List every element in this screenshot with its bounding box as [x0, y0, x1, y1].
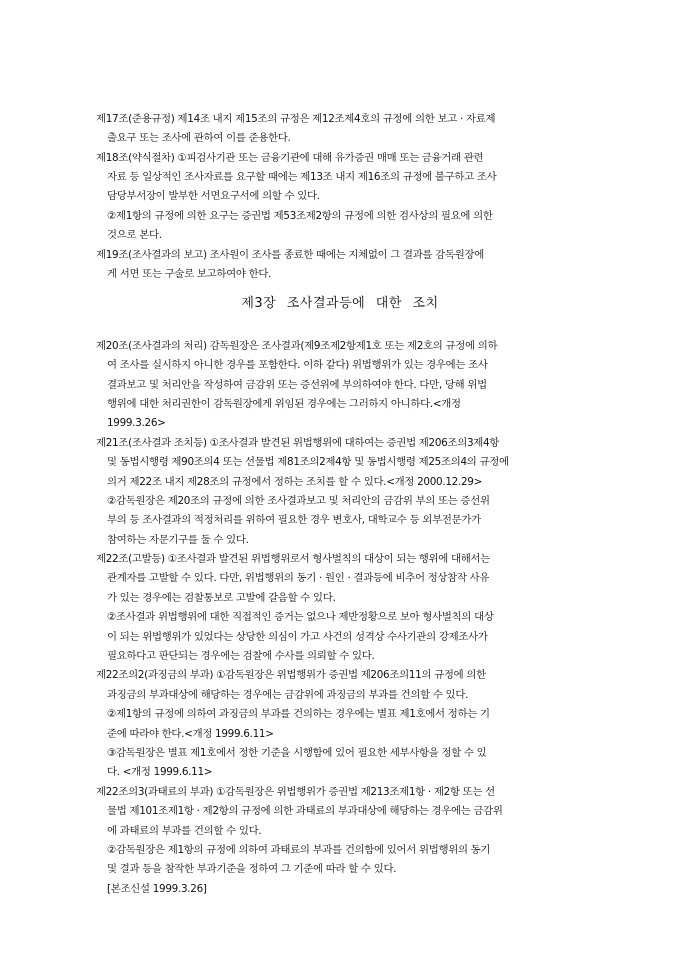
- article-18-line-1: 제18조(약식절차) ①피검사기관 또는 금융기관에 대해 유가증권 매매 또는 금융거래 관련: [96, 152, 484, 164]
- article-22-line-5: 이 되는 위법행위가 있었다는 상당한 의심이 가고 사건의 성격상 수사기관의 강제조사가: [107, 631, 488, 643]
- article-19-line-1: 제19조(조사결과의 보고) 조사원이 조사를 종료한 때에는 지체없이 그 결과를 감독원장에: [96, 249, 484, 261]
- article-21-line-2: 및 동법시행령 제90조의4 또는 선물법 제81조의2제4항 및 동법시행령 제25조의4의 규정에: [107, 456, 509, 468]
- chapter-heading: 제3장 조사결과등에 대한 조치: [241, 296, 439, 311]
- article-22-line-4: ②조사결과 위법행위에 대한 직접적인 증거는 없으나 제반정황으로 보아 형사벌칙의 대상: [107, 611, 494, 623]
- article-22-line-1: 제22조(고발등) ①조사결과 발견된 위법행위로서 형사벌칙의 대상이 되는 행위에 대해서는: [96, 553, 490, 565]
- article-22-2-line-4: 준에 따라야 한다.<개정 1999.6.11>: [107, 728, 274, 740]
- article-20-line-4: 행위에 대한 처리권한이 감독원장에게 위임된 경우에는 그러하지 아니하다.<개정: [107, 398, 461, 410]
- article-21-line-5: 부의 등 조사결과의 적정처리를 위하여 필요한 경우 변호사, 대학교수 등 외부전문가가: [107, 514, 481, 526]
- article-21-line-6: 참여하는 자문기구를 둘 수 있다.: [107, 534, 249, 546]
- article-22-line-2: 관계자를 고발할 수 있다. 다만, 위법행위의 동기 · 원인 · 결과등에 비추어 정상참작 사유: [107, 572, 490, 584]
- article-22-3-line-1: 제22조의3(과태료의 부과) ①감독원장은 위법행위가 증권법 제213조제1항 · 제2항 또는 선: [96, 786, 495, 798]
- article-22-2-line-2: 과징금의 부과대상에 해당하는 경우에는 금감위에 과징금의 부과를 건의할 수 있다.: [107, 689, 469, 701]
- article-17-line-1: 제17조(준용규정) 제14조 내지 제15조의 규정은 제12조제4호의 규정에 의한 보고 · 자료제: [96, 113, 496, 125]
- article-18-line-2: 자료 등 일상적인 조사자료를 요구할 때에는 제13조 내지 제16조의 규정에 불구하고 조사: [107, 171, 497, 183]
- article-20-line-5: 1999.3.26>: [107, 417, 166, 429]
- article-20-line-2: 여 조사를 실시하지 아니한 경우를 포함한다. 이하 같다) 위법행위가 있는 경우에는 조사: [107, 359, 488, 371]
- article-22-2-line-6: 다. <개정 1999.6.11>: [107, 766, 213, 778]
- article-22-2-line-5: ③감독원장은 별표 제1호에서 정한 기준을 시행함에 있어 필요한 세부사항을 정할 수 있: [107, 747, 487, 759]
- article-22-3-line-2: 물법 제101조제1항 · 제2항의 규정에 의한 과태료의 부과대상에 해당하는 경우에는 금감위: [107, 805, 503, 817]
- article-22-2-line-1: 제22조의2(과징금의 부과) ①감독원장은 위법행위가 증권법 제206조의11의 규정에 의한: [96, 669, 486, 681]
- article-18-line-4: ②제1항의 규정에 의한 요구는 증권법 제53조제2항의 규정에 의한 검사상의 필요에 의한: [107, 210, 493, 222]
- article-22-line-3: 가 있는 경우에는 검찰통보로 고발에 갈음할 수 있다.: [107, 592, 336, 604]
- article-20-line-3: 결과보고 및 처리안을 작성하여 금감위 또는 증선위에 부의하여야 한다. 다만, 당해 위법: [107, 379, 487, 391]
- article-19-line-2: 게 서면 또는 구술로 보고하여야 한다.: [107, 268, 272, 280]
- article-22-3-line-5: 및 결과 등을 참작한 부과기준을 정하여 그 기준에 따라 할 수 있다.: [107, 863, 397, 875]
- article-17-line-2: 출요구 또는 조사에 관하여 이를 준용한다.: [107, 132, 291, 144]
- article-22-line-6: 필요하다고 판단되는 경우에는 검찰에 수사를 의뢰할 수 있다.: [107, 650, 375, 662]
- article-20-line-1: 제20조(조사결과의 처리) 감독원장은 조사결과(제9조제2항제1호 또는 제2호의 규정에 의하: [96, 340, 498, 352]
- article-22-3-note: [본조신설 1999.3.26]: [107, 883, 207, 895]
- article-21-line-4: ②감독원장은 제20조의 규정에 의한 조사결과보고 및 처리안의 금감위 부의 또는 증선위: [107, 495, 490, 507]
- article-22-3-line-3: 에 과태료의 부과를 건의할 수 있다.: [107, 825, 262, 837]
- article-21-line-1: 제21조(조사결과 조치등) ①조사결과 발견된 위법행위에 대하여는 증권법 제206조의3제4항: [96, 437, 500, 449]
- article-18-line-5: 것으로 본다.: [107, 229, 162, 241]
- article-21-line-3: 의거 제22조 내지 제28조의 규정에서 정하는 조치를 할 수 있다.<개정 2000.12.29>: [107, 476, 483, 488]
- article-18-line-3: 담당부서장이 발부한 서면요구서에 의할 수 있다.: [107, 190, 320, 202]
- article-22-3-line-4: ②감독원장은 제1항의 규정에 의하여 과태료의 부과를 건의함에 있어서 위법행위의 동기: [107, 844, 491, 856]
- article-22-2-line-3: ②제1항의 규정에 의하여 과징금의 부과를 건의하는 경우에는 별표 제1호에서 정하는 기: [107, 708, 490, 720]
